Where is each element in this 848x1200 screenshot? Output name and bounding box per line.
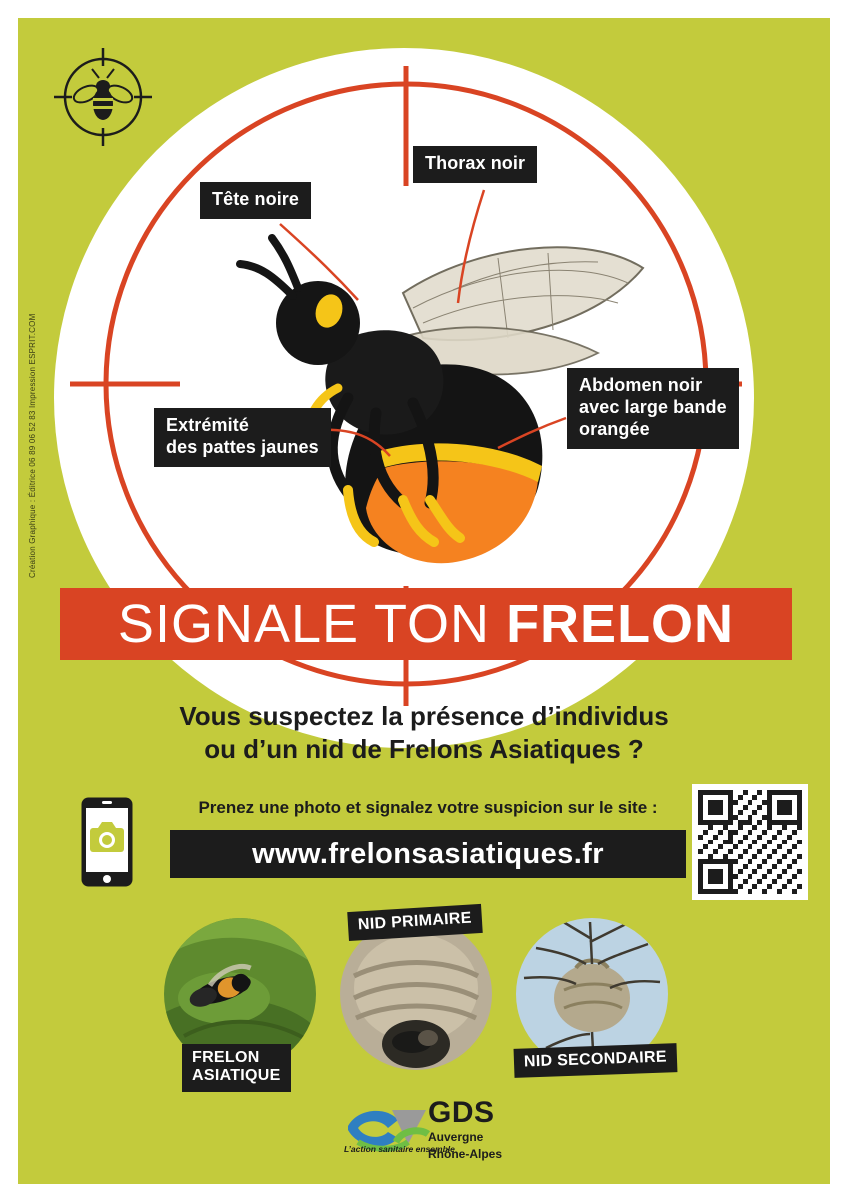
callout-thorax-noir: Thorax noir <box>413 146 537 183</box>
website-url-text: www.frelonsasiatiques.fr <box>252 837 604 870</box>
callout-pattes-jaunes <box>154 408 331 467</box>
callout-abdomen-orange <box>567 368 739 449</box>
poster-title-bar <box>60 588 792 660</box>
question-line-1: Vous suspectez la présence d’individus <box>179 701 669 731</box>
callout-abdomen-line2: avec large bande <box>579 396 727 417</box>
website-url-bar[interactable] <box>170 830 686 878</box>
question-text <box>18 700 830 767</box>
callout-abdomen-line3: orangée <box>579 418 650 439</box>
question-line-2: ou d’un nid de Frelons Asiatiques ? <box>204 734 644 765</box>
side-credit-text: Création Graphique : Éditrice 06 89 06 52 83 Impression ESPRIT.COM <box>28 313 37 578</box>
callout-abdomen-line1: Abdomen noir <box>579 375 703 395</box>
photo-nid-primaire <box>340 918 492 1070</box>
instruction-text: Prenez une photo et signalez votre suspicion sur le site : <box>198 798 658 817</box>
gds-region-line1: Auvergne <box>428 1130 484 1144</box>
photo-label-nid-secondaire: NID SECONDAIRE <box>514 1043 678 1078</box>
callout-pattes-line2: des pattes jaunes <box>166 436 319 457</box>
qr-code-grid <box>698 790 802 894</box>
callout-tete-noire: Tête noire <box>200 182 311 219</box>
poster-title <box>118 593 734 655</box>
phone-camera-icon <box>80 796 134 888</box>
photo-label-nid-primaire: NID PRIMAIRE <box>347 904 482 942</box>
gds-name: GDS <box>428 1096 495 1129</box>
gds-region-line2: Rhône-Alpes <box>428 1146 503 1161</box>
qr-code[interactable] <box>692 784 808 900</box>
poster-canvas <box>18 18 830 1184</box>
gds-claim: L’action sanitaire ensemble <box>344 1144 455 1154</box>
title-bold: FRELON <box>506 594 735 654</box>
photo-label-frelon-line1: FRELON <box>192 1049 260 1066</box>
title-light: SIGNALE TON <box>117 594 507 654</box>
photo-label-frelon-asiatique <box>182 1044 291 1092</box>
callout-pattes-line1: Extrémité <box>166 415 249 435</box>
bee-logo-icon <box>48 42 158 152</box>
photo-label-frelon-line2: ASIATIQUE <box>192 1067 281 1085</box>
